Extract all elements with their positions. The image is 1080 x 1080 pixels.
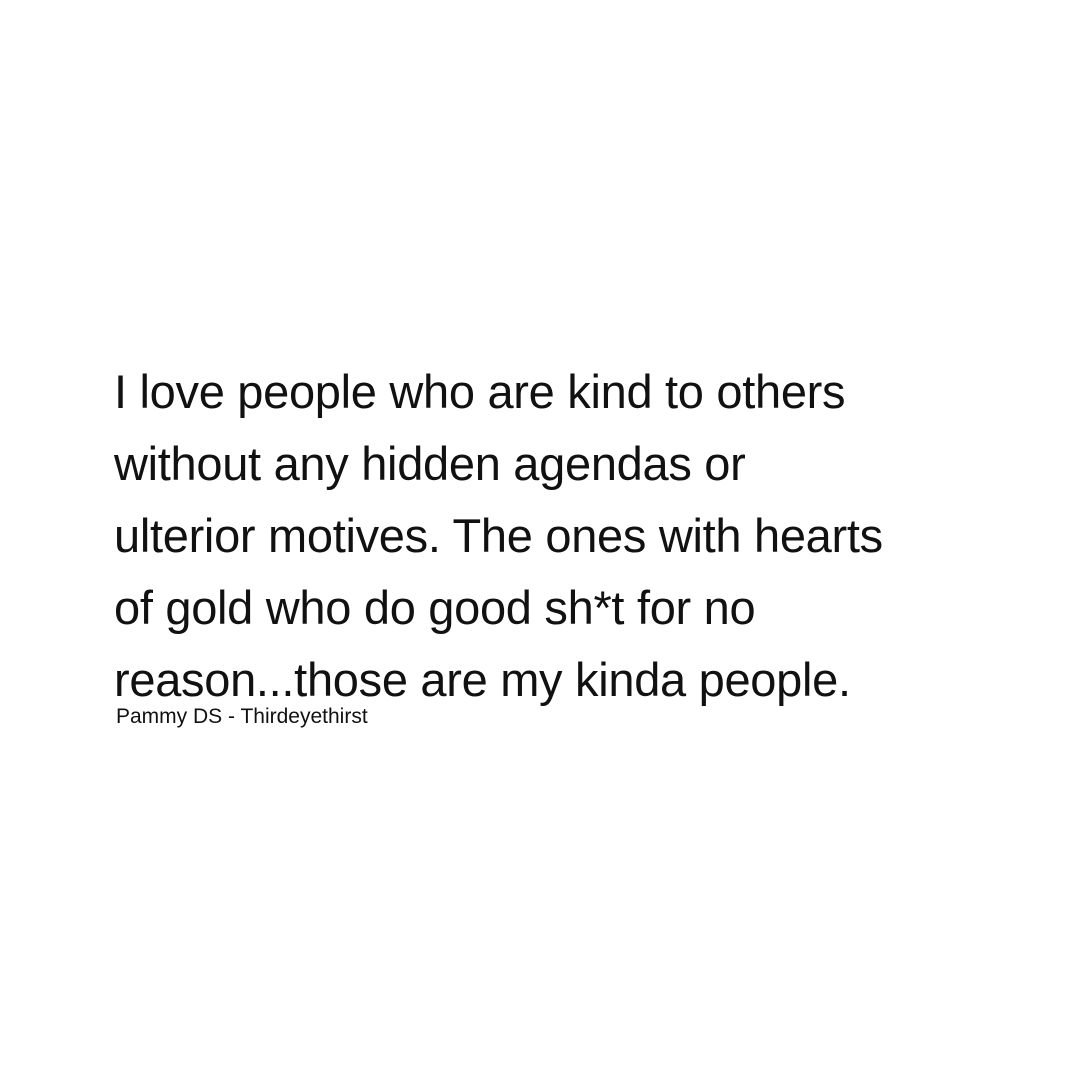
quote-line-5: reason...those are my kinda people. — [114, 653, 851, 706]
quote-line-4: of gold who do good sh*t for no — [114, 581, 756, 634]
quote-line-1: I love people who are kind to others — [114, 365, 846, 418]
quote-text — [114, 356, 1054, 716]
quote-line-3: ulterior motives. The ones with hearts — [114, 509, 883, 562]
quote-attribution: Pammy DS - Thirdeyethirst — [116, 705, 368, 728]
quote-line-2: without any hidden agendas or — [114, 437, 746, 490]
